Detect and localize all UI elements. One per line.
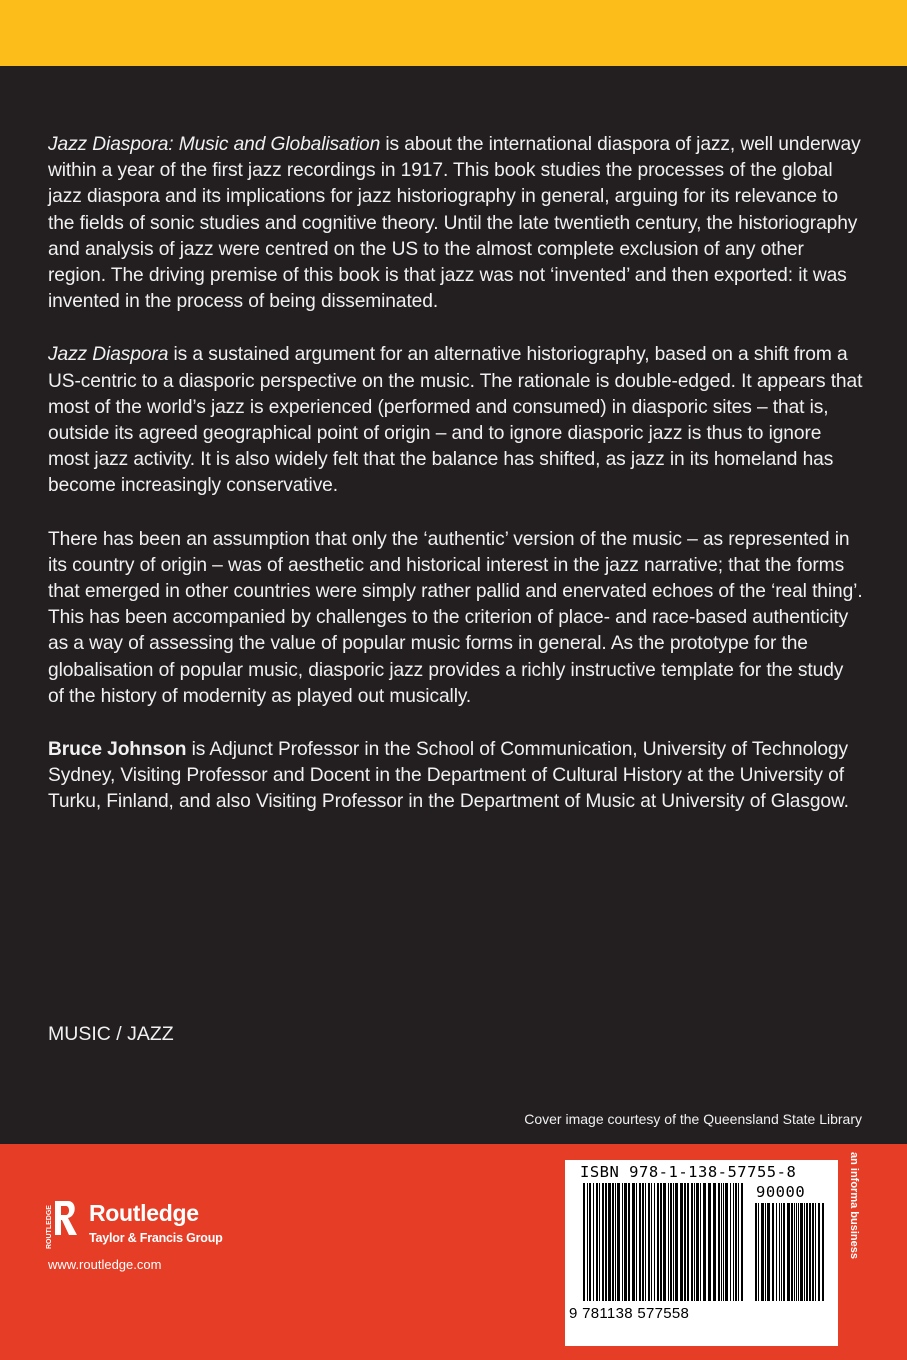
barcode-bar [718, 1183, 720, 1301]
barcode-bar [593, 1183, 594, 1301]
barcode-addon-bar [767, 1203, 770, 1301]
barcode-bar [696, 1183, 699, 1301]
blurb-text: is about the international diaspora of jazz, well underway within a year of the first jazz recordings in 1917. This book studies the processes of the global jazz diaspora and its implications for jazz historiography in general, arguing for its relevance to the fields of sonic studies and cognitive theory. Until the late twentieth century, the historiography and analysis of jazz were centred on the US to the almost complete exclusion of any other region. The driving premise of this book is that jazz was not ‘invented’ and then exported: it was invented in the process of being disseminated. [48, 134, 861, 313]
barcode-addon-bar [781, 1203, 782, 1301]
barcode-addon-bar [815, 1203, 816, 1301]
barcode-addon-bar [796, 1203, 797, 1301]
barcode-bar [617, 1183, 620, 1301]
blurb-paragraph-1 [48, 132, 863, 315]
barcode-addon-bar [800, 1203, 803, 1301]
barcode-bar [708, 1183, 711, 1301]
barcode-bar [608, 1183, 611, 1301]
barcode-addon-bar [787, 1203, 790, 1301]
barcode-bar [738, 1183, 739, 1301]
barcode-bar [684, 1183, 686, 1301]
barcode-addon-bar [812, 1203, 814, 1301]
barcode-bar [673, 1183, 674, 1301]
author-bio-text: is Adjunct Professor in the School of Communication, University of Technology Sydney, Visiting Professor and Docent in the Department of Cultural History at the University of Turku, Finland, and also Visiting Professor in the Department of Music at University of Glasgow. [48, 739, 849, 813]
barcode-addon-bar [772, 1203, 774, 1301]
routledge-logo-icon [44, 1197, 80, 1251]
barcode-addon-bar [794, 1203, 795, 1301]
barcode-icon [583, 1183, 833, 1303]
barcode-bar [628, 1183, 630, 1301]
author-bio [48, 737, 863, 816]
blurb-text: is a sustained argument for an alternative historiography, based on a shift from a US-centric to a diasporic perspective on the music. The rationale is double-edged. It appears that most of the world’s jazz is experienced (performed and consumed) in diasporic sites – that is, outside its agreed geographical point of origin – and to ignore diasporic jazz is thus to ignore most jazz activity. It is also widely felt that the balance has shifted, as jazz in its homeland has become increasingly conservative. [48, 344, 863, 497]
barcode-addon-bar [791, 1203, 793, 1301]
barcode-addon-bar [758, 1203, 759, 1301]
ean-digits: 9 781138 577558 [569, 1305, 690, 1322]
barcode-bar [624, 1183, 627, 1301]
barcode-addon-bar [765, 1203, 766, 1301]
barcode-bar [663, 1183, 666, 1301]
barcode-bar [596, 1183, 598, 1301]
barcode-bar [612, 1183, 614, 1301]
barcode-addon-bar [761, 1203, 764, 1301]
barcode-bar [700, 1183, 701, 1301]
barcode-bar [660, 1183, 662, 1301]
barcode-bar [622, 1183, 623, 1301]
barcode-addon-bar [779, 1203, 780, 1301]
barcode-bar [670, 1183, 672, 1301]
blurb-paragraph-2 [48, 342, 863, 499]
barcode-bar [725, 1183, 728, 1301]
barcode-bar [642, 1183, 644, 1301]
routledge-logo-vertical-text: ROUTLEDGE [46, 1205, 53, 1249]
price-code: 90000 [756, 1183, 806, 1201]
cover-image-credit: Cover image courtesy of the Queensland State Library [524, 1111, 862, 1127]
informa-business-label: an informa business [848, 1152, 860, 1259]
barcode-bar [687, 1183, 689, 1301]
barcode-bar [648, 1183, 650, 1301]
barcode-addon-bar [798, 1203, 799, 1301]
subject-category: MUSIC / JAZZ [48, 1023, 174, 1045]
barcode-bar [615, 1183, 616, 1301]
barcode-bar [668, 1183, 669, 1301]
barcode-addon-bar [818, 1203, 820, 1301]
top-color-band [0, 0, 907, 66]
book-title-italic: Jazz Diaspora: Music and Globalisation [48, 134, 381, 155]
publisher-website-link[interactable]: www.routledge.com [48, 1257, 162, 1272]
barcode-bar [587, 1183, 588, 1301]
barcode-bar [691, 1183, 693, 1301]
barcode-addon-bar [806, 1203, 808, 1301]
routledge-logo-mark [55, 1201, 77, 1235]
book-short-title-italic: Jazz Diaspora [48, 344, 169, 366]
barcode-bar [583, 1183, 585, 1301]
barcode-bar [589, 1183, 591, 1301]
barcode-bar [680, 1183, 683, 1301]
barcode-bar [730, 1183, 731, 1301]
barcode-bar [703, 1183, 706, 1301]
publisher-name: Routledge [89, 1200, 199, 1226]
barcode-addon-bar [822, 1203, 824, 1301]
barcode-addon-bar [776, 1203, 777, 1301]
barcode-addon-bar [809, 1203, 811, 1301]
barcode-addon-bar [783, 1203, 785, 1301]
barcode-bar [721, 1183, 722, 1301]
barcode-bar [632, 1183, 635, 1301]
author-name: Bruce Johnson [48, 739, 187, 761]
barcode-bar [636, 1183, 637, 1301]
barcode-bar [639, 1183, 641, 1301]
barcode-bar [694, 1183, 695, 1301]
barcode-bar [723, 1183, 724, 1301]
barcode-bar [713, 1183, 716, 1301]
barcode-bar [645, 1183, 646, 1301]
publisher-group: Taylor & Francis Group [89, 1231, 223, 1245]
isbn-label: ISBN 978-1-138-57755-8 [580, 1163, 797, 1181]
barcode-bar [735, 1183, 737, 1301]
barcode-bar [657, 1183, 659, 1301]
barcode-bar [675, 1183, 678, 1301]
blurb-paragraph-3: There has been an assumption that only the ‘authentic’ version of the music – as represented in its country of origin – was of aesthetic and historical interest in the jazz narrative; that the forms that emerged in other countries were simply rather pallid and enervated echoes of the ‘real thing’. This has been accompanied by challenges to the criterion of place- and race-based authenticity as a way of assessing the value of popular music forms in general. As the prototype for the globalisation of popular music, diasporic jazz provides a richly instructive template for the study of the history of modernity as played out musically. [48, 528, 863, 707]
barcode-bar [599, 1183, 600, 1301]
barcode-addon-bar [755, 1203, 757, 1301]
back-cover-text [48, 132, 863, 843]
barcode-bar [741, 1183, 743, 1301]
barcode-bar [654, 1183, 655, 1301]
barcode-addon-bar [804, 1203, 805, 1301]
barcode-bar [651, 1183, 652, 1301]
barcode-bar [733, 1183, 734, 1301]
barcode-bar [602, 1183, 604, 1301]
barcode-bar [605, 1183, 607, 1301]
